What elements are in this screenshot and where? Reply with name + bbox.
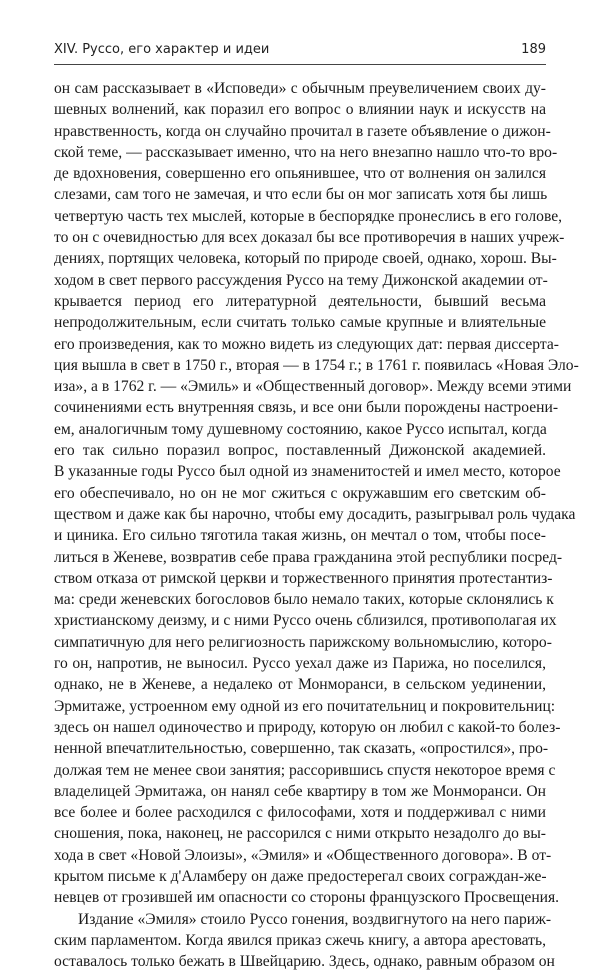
text-line: и циника. Его сильно тяготила такая жизнь, он мечтал о том, чтобы посе- <box>54 527 546 545</box>
text-line: его произведения, как то можно видеть из следующих дат: первая диссерта- <box>54 335 559 353</box>
text-line: де вдохновения, совершенно его опьянившее, что от волнения он залился <box>54 165 546 183</box>
text-line: сочинениями есть внутренняя связь, и все они были порождены настроени- <box>54 399 559 417</box>
text-line: однако, не в Женеве, а недалеко от Монморанси, в сельском уединении, <box>54 676 546 694</box>
text-line: ненной впечатлительностью, совершенно, так сказать, «опростился», про- <box>54 740 549 758</box>
text-line: он сам рассказывает в «Исповеди» с обычным преувеличением своих ду- <box>54 80 546 97</box>
text-line: ем, аналогичным тому душевному состоянию, какое Руссо испытал, когда <box>54 420 547 438</box>
text-line: непродолжительным, если считать только самые крупные и влиятельные <box>54 314 546 332</box>
text-line: ским парламентом. Когда явился приказ сжечь книгу, а автора арестовать, <box>54 931 546 949</box>
text-line: крывается период его литературной деятельности, бывший весьма <box>54 292 546 310</box>
text-line: литься в Женеве, возвратив себе права гражданина этой республики посред- <box>54 548 563 566</box>
chapter-title: XIV. Руссо, его характер и идеи <box>54 42 270 57</box>
text-line: Эрмитаже, устроенном ему одной из его почитательниц и покровительниц: <box>54 697 556 715</box>
text-line: оставалось только бежать в Швейцарию. Здесь, однако, равным образом он <box>54 953 555 971</box>
text-line: слезами, сам того не замечая, и что если бы он мог записать хотя бы лишь <box>54 186 548 204</box>
running-header <box>54 42 546 62</box>
text-line: шевных волнений, как поразил его вопрос о влиянии наук и искусств на <box>54 101 546 119</box>
text-line: нравственность, когда он случайно прочитал в газете объявление о дижон- <box>54 122 551 140</box>
text-line: его так сильно поразил вопрос, поставленный Дижонской академией. <box>54 442 546 460</box>
text-line: ской теме, — рассказывает именно, что на него внезапно нашло что-то вро- <box>54 143 558 161</box>
text-line: владелицей Эрмитажа, он нанял себе квартиру в том же Монморанси. Он <box>54 782 546 800</box>
header-rule <box>54 64 546 65</box>
text-line: ходом в свет первого рассуждения Руссо на тему Дижонской академии от- <box>54 271 548 289</box>
paragraph <box>54 78 579 909</box>
text-line: симпатичную для него религиозность парижскому вольномыслию, которо- <box>54 633 552 651</box>
text-line: Издание «Эмиля» стоило Руссо гонения, воздвигнутого на него париж- <box>78 910 552 928</box>
body-text <box>54 78 579 972</box>
text-line: то он с очевидностью для всех доказал бы все противоречия в наших учреж- <box>54 229 565 247</box>
text-line: В указанные годы Руссо был одной из знаменитостей и имел место, которое <box>54 463 561 481</box>
text-line: ществом и даже как бы нарочно, чтобы ему досадить, разыгрывал роль чудака <box>54 505 576 523</box>
page-number: 189 <box>521 42 546 57</box>
text-line: хода в свет «Новой Элоизы», «Эмиля» и «Общественного договора». В от- <box>54 846 552 864</box>
text-line: христианскому деизму, и с ними Руссо очень сблизился, противополагая их <box>54 612 557 630</box>
text-line: ством отказа от римской церкви и торжественного принятия протестантиз- <box>54 569 553 587</box>
text-line: дениях, портящих человека, который по природе своей, однако, хорош. Вы- <box>54 250 557 268</box>
text-line: четвертую часть тех мыслей, которые в беспорядке пронеслись в его голове, <box>54 207 563 225</box>
text-line: крытом письме к д'Аламберу он даже предостерегал своих сограждан-же- <box>54 867 547 885</box>
text-line: сношения, пока, наконец, не рассорился с ними открыто незадолго до вы- <box>54 825 546 843</box>
text-line: невцев от грозившей им опасности со стороны французского Просвещения. <box>54 889 560 907</box>
text-line: его обеспечивало, но он не мог сжиться с окружавшим его светским об- <box>54 484 546 502</box>
text-line: должая тем не менее свои занятия; рассорившись спустя некоторое время с <box>54 761 556 779</box>
paragraph <box>54 909 555 972</box>
text-line: иза», а в 1762 г. — «Эмиль» и «Общественный договор». Между всеми этими <box>54 378 572 396</box>
text-line: ма: среди женевских богословов было немало таких, которые склонялись к <box>54 591 554 609</box>
text-line: здесь он нашел одиночество и природу, которую он любил с какой-то болез- <box>54 718 561 736</box>
text-line: все более и более расходился с философами, хотя и поддерживал с ними <box>54 804 546 822</box>
text-line: ция вышла в свет в 1750 г., вторая — в 1754 г.; в 1761 г. появилась «Новая Эло- <box>54 356 579 374</box>
text-line: го он, напротив, не выносил. Руссо уехал даже из Парижа, но поселился, <box>54 655 546 673</box>
